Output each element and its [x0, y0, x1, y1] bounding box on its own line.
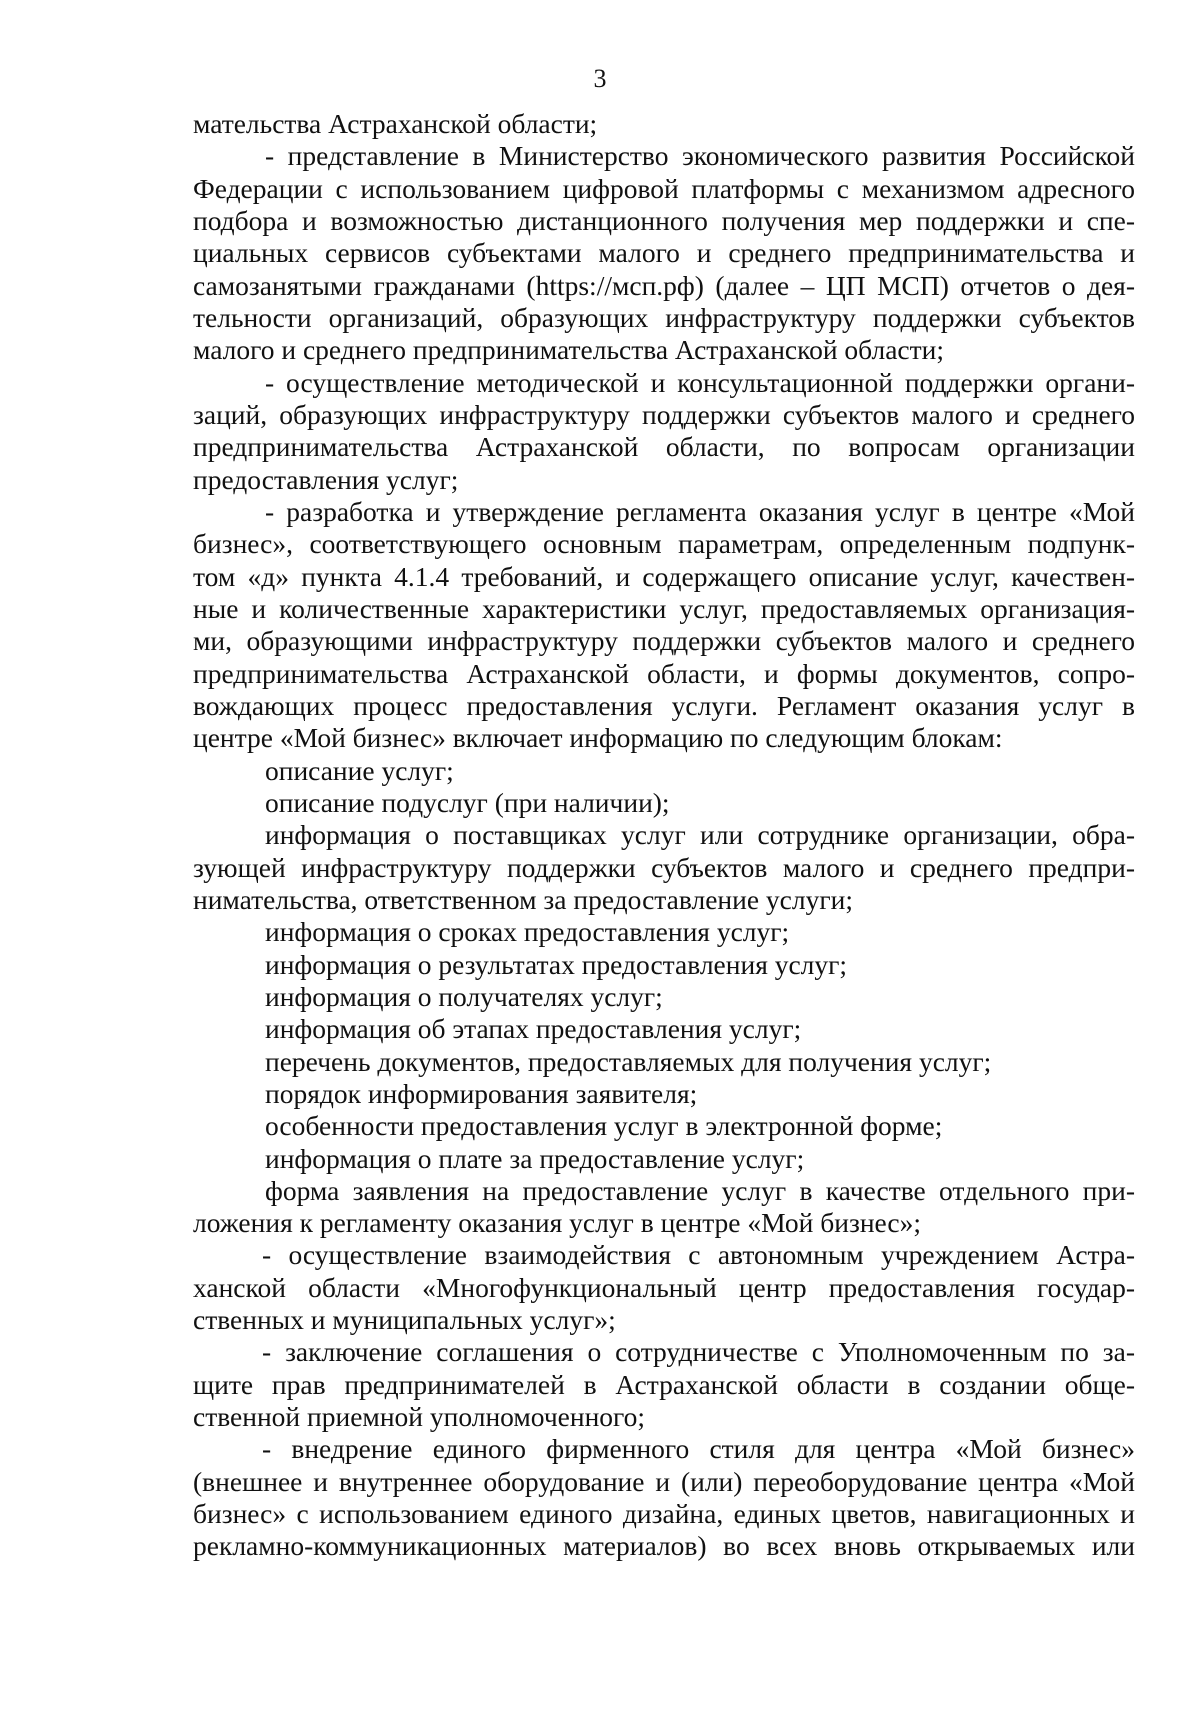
text-line: описание услуг;: [265, 754, 454, 786]
text-line: ственных и муниципальных услуг»;: [193, 1304, 616, 1336]
text-line: зующей инфраструктуру поддержки субъектов малого и среднего предпри-: [193, 851, 1135, 883]
text-line: ственной приемной уполномоченного;: [193, 1401, 646, 1433]
text-line: ложения к регламенту оказания услуг в центре «Мой бизнес»;: [193, 1207, 922, 1239]
text-line: (внешнее и внутреннее оборудование и (или) переоборудование центра «Мой: [193, 1465, 1135, 1497]
text-line: - заключение соглашения о сотрудничестве с Уполномоченным по за-: [262, 1336, 1135, 1368]
text-line: информация о получателях услуг;: [265, 980, 663, 1012]
text-line: - разработка и утверждение регламента оказания услуг в центре «Мой: [265, 495, 1135, 527]
text-line: ханской области «Многофункциональный центр предоставления государ-: [193, 1271, 1135, 1303]
text-line: предпринимательства Астраханской области, по вопросам организации: [193, 431, 1135, 463]
text-line: нимательства, ответственном за предоставление услуги;: [193, 883, 853, 915]
text-line: центре «Мой бизнес» включает информацию по следующим блокам:: [193, 722, 1003, 754]
text-line: Федерации с использованием цифровой платформы с механизмом адресного: [193, 172, 1135, 204]
text-line: рекламно-коммуникационных материалов) во всех вновь открываемых или: [193, 1530, 1135, 1562]
text-line: ные и количественные характеристики услуг, предоставляемых организация-: [193, 592, 1135, 624]
text-line: вождающих процесс предоставления услуги. Регламент оказания услуг в: [193, 689, 1135, 721]
text-line: подбора и возможностью дистанционного получения мер поддержки и спе-: [193, 204, 1135, 236]
text-line: том «д» пункта 4.1.4 требований, и содержащего описание услуг, качествен-: [193, 560, 1135, 592]
page-number: 3: [593, 64, 607, 93]
text-line: - осуществление взаимодействия с автономным учреждением Астра-: [262, 1239, 1135, 1271]
text-line: - внедрение единого фирменного стиля для центра «Мой бизнес»: [262, 1433, 1135, 1465]
text-line: информация об этапах предоставления услуг;: [265, 1013, 802, 1045]
text-line: ми, образующими инфраструктуру поддержки субъектов малого и среднего: [193, 625, 1135, 657]
document-body: [193, 108, 1135, 1563]
text-line: - осуществление методической и консультационной поддержки органи-: [265, 366, 1135, 398]
text-line: описание подуслуг (при наличии);: [265, 786, 670, 818]
text-line: щите прав предпринимателей в Астраханской области в создании обще-: [193, 1368, 1135, 1400]
text-line: циальных сервисов субъектами малого и среднего предпринимательства и: [193, 237, 1135, 269]
text-line: заций, образующих инфраструктуру поддержки субъектов малого и среднего: [193, 398, 1135, 430]
text-line: информация о сроках предоставления услуг;: [265, 916, 790, 948]
text-line: порядок информирования заявителя;: [265, 1077, 698, 1109]
text-line: малого и среднего предпринимательства Астраханской области;: [193, 334, 944, 366]
text-line: предоставления услуг;: [193, 463, 459, 495]
text-line: - представление в Министерство экономического развития Российской: [265, 140, 1135, 172]
text-line: самозанятыми гражданами (https://мсп.рф) (далее – ЦП МСП) отчетов о дея-: [193, 269, 1135, 301]
text-line: особенности предоставления услуг в электронной форме;: [265, 1110, 943, 1142]
text-line: бизнес» с использованием единого дизайна, единых цветов, навигационных и: [193, 1498, 1135, 1530]
text-line: тельности организаций, образующих инфраструктуру поддержки субъектов: [193, 301, 1135, 333]
text-line: предпринимательства Астраханской области, и формы документов, сопро-: [193, 657, 1135, 689]
text-line: перечень документов, предоставляемых для получения услуг;: [265, 1045, 992, 1077]
text-line: бизнес», соответствующего основным параметрам, определенным подпунк-: [193, 528, 1135, 560]
text-line: форма заявления на предоставление услуг в качестве отдельного при-: [265, 1174, 1135, 1206]
text-line: информация о поставщиках услуг или сотруднике организации, обра-: [265, 819, 1135, 851]
text-line: информация о плате за предоставление услуг;: [265, 1142, 805, 1174]
text-line: информация о результатах предоставления услуг;: [265, 948, 848, 980]
text-line: мательства Астраханской области;: [193, 108, 598, 139]
